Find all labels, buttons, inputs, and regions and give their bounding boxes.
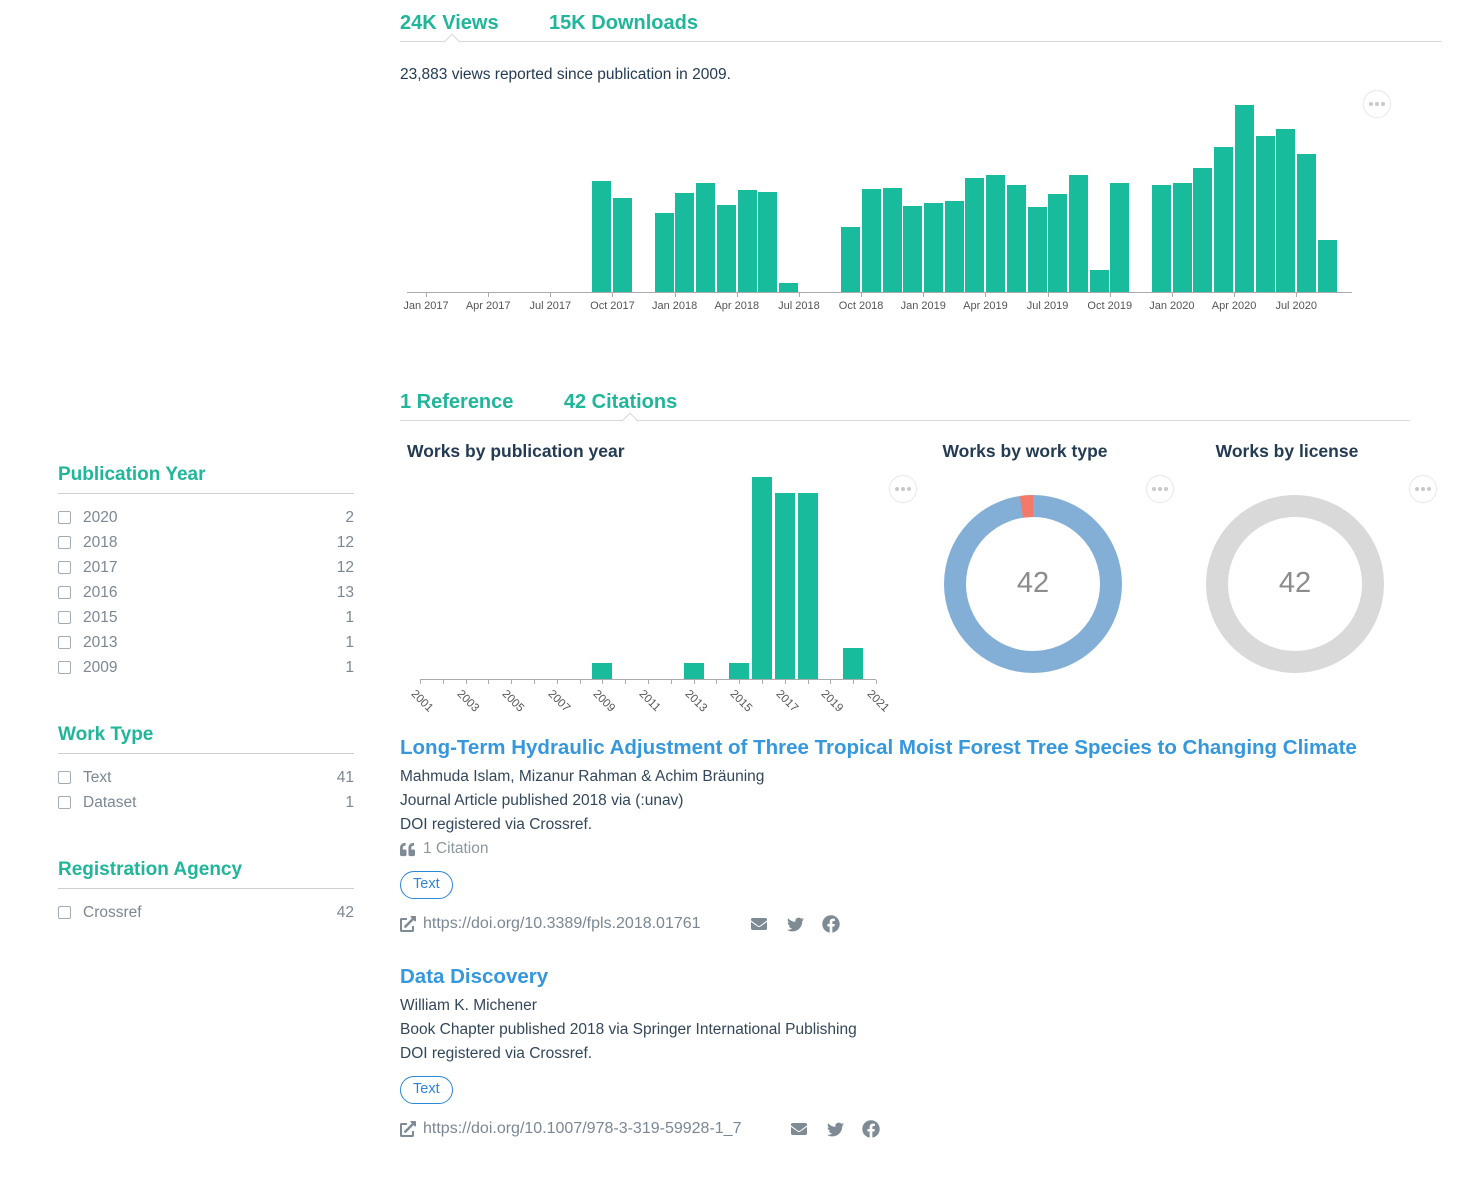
facet-publication-year [58, 464, 354, 680]
facet-count: 41 [336, 769, 354, 786]
work-registration: DOI registered via Crossref. [400, 816, 593, 833]
facets-sidebar [58, 464, 354, 969]
tab-citations[interactable]: 42 Citations [563, 391, 678, 413]
views-bar [675, 193, 694, 292]
views-bar [1152, 185, 1171, 292]
views-axis-tick [1048, 293, 1049, 297]
year-axis-tick [739, 680, 740, 684]
views-axis-tick-label: Oct 2018 [838, 300, 884, 312]
quote-icon [400, 842, 415, 857]
views-bar [1193, 168, 1212, 292]
facet-label: Text [83, 769, 112, 786]
year-axis-tick [488, 680, 489, 684]
facet-option-2020[interactable] [58, 505, 354, 530]
year-axis-tick-label: 2013 [682, 688, 709, 715]
work-authors: William K. Michener [400, 997, 537, 1014]
views-axis-tick [799, 293, 800, 297]
checkbox[interactable] [58, 586, 71, 599]
views-bar-chart [403, 95, 1352, 312]
work-title-link[interactable]: Data Discovery [400, 965, 549, 988]
ellipsis-icon [1369, 102, 1373, 106]
year-axis-tick [853, 680, 854, 684]
views-bar [1048, 194, 1067, 292]
facet-label: 2009 [83, 659, 118, 676]
more-options-button[interactable] [1363, 90, 1391, 118]
views-bar [758, 192, 777, 292]
views-bar [1173, 183, 1192, 292]
facet-title: Publication Year [58, 464, 354, 494]
year-bar [592, 663, 612, 679]
year-axis-tick [671, 680, 672, 684]
views-axis-tick [550, 293, 551, 297]
citation-count: 1 Citation [423, 840, 489, 857]
checkbox[interactable] [58, 536, 71, 549]
views-axis-tick [985, 293, 986, 297]
tab-reference[interactable]: 1 Reference [400, 391, 514, 413]
year-bar [775, 493, 795, 679]
year-axis-tick [602, 680, 603, 684]
checkbox[interactable] [58, 796, 71, 809]
facet-title: Work Type [58, 724, 354, 754]
facet-registration-agency [58, 859, 354, 925]
facet-option-text[interactable] [58, 765, 354, 790]
views-bar [1297, 154, 1316, 292]
facet-count: 1 [345, 634, 354, 651]
views-axis-tick-label: Jul 2019 [1026, 300, 1069, 312]
views-bar [924, 203, 943, 292]
views-bar [862, 189, 881, 292]
views-bar [696, 183, 715, 292]
work-type-chart-title: Works by work type [942, 441, 1108, 461]
year-axis-tick-label: 2003 [454, 688, 481, 715]
views-axis-tick-label: Apr 2019 [963, 300, 1008, 312]
views-bar [986, 175, 1005, 292]
views-axis-tick-label: Apr 2018 [714, 300, 760, 312]
views-bar [1090, 270, 1109, 292]
year-axis-tick [625, 680, 626, 684]
year-axis-tick [580, 680, 581, 684]
views-bar [841, 227, 860, 292]
views-axis-tick [426, 293, 427, 297]
views-axis-tick-label: Oct 2019 [1087, 300, 1133, 312]
twitter-icon[interactable] [786, 916, 805, 933]
views-bar [592, 181, 611, 292]
twitter-icon[interactable] [826, 1121, 845, 1138]
views-bar [738, 190, 757, 292]
checkbox[interactable] [58, 661, 71, 674]
views-bar [1214, 147, 1233, 292]
facet-count: 42 [336, 904, 354, 921]
metrics-tabbar [400, 6, 1442, 42]
year-chart-title: Works by publication year [407, 441, 625, 461]
citation-count-row [400, 837, 1390, 861]
year-axis-tick [808, 680, 809, 684]
year-axis-tick-label: 2019 [818, 688, 846, 715]
views-axis-tick [1296, 293, 1297, 297]
year-axis-tick [511, 680, 512, 684]
facet-label: 2017 [83, 559, 118, 576]
views-bar [1110, 183, 1129, 292]
doi-link[interactable]: https://doi.org/10.1007/978-3-319-59928-1_7 [423, 1120, 742, 1137]
views-summary: 23,883 views reported since publication in 2009. [400, 66, 731, 83]
year-axis-tick-label: 2015 [727, 688, 755, 715]
year-axis-tick-label: 2007 [545, 688, 572, 715]
checkbox[interactable] [58, 771, 71, 784]
facet-work-type [58, 724, 354, 815]
facet-count: 2 [345, 509, 354, 526]
views-bar [1318, 240, 1337, 292]
views-bar [945, 201, 964, 292]
citation-item [400, 960, 1390, 1138]
email-icon[interactable] [789, 1121, 809, 1137]
year-axis-tick [694, 680, 695, 684]
checkbox[interactable] [58, 636, 71, 649]
year-axis-tick [648, 680, 649, 684]
work-type-badge: Text [400, 871, 453, 899]
citations-list [400, 731, 1390, 1165]
facet-option-2009[interactable] [58, 655, 354, 680]
views-axis-tick [737, 293, 738, 297]
views-axis-tick-label: Jul 2020 [1275, 300, 1318, 312]
year-axis-tick [762, 680, 763, 684]
views-bar [1007, 185, 1026, 292]
year-axis-tick [830, 680, 831, 684]
work-authors: Mahmuda Islam, Mizanur Rahman & Achim Bräuning [400, 768, 765, 785]
checkbox[interactable] [58, 611, 71, 624]
views-bar [717, 205, 736, 292]
year-axis-tick [420, 680, 421, 684]
year-axis-tick [876, 680, 877, 684]
facet-count: 13 [336, 584, 354, 601]
views-bar [965, 178, 984, 292]
publication-year-bar-chart [408, 478, 892, 715]
views-axis-tick-label: Jan 2019 [900, 300, 946, 312]
facebook-icon[interactable] [862, 1120, 880, 1138]
views-axis-tick-label: Jan 2020 [1149, 300, 1195, 312]
facet-count: 1 [345, 794, 354, 811]
year-bar [843, 648, 863, 679]
work-type-donut-chart [943, 494, 1123, 674]
views-bar [1028, 207, 1047, 292]
ellipsis-icon [1415, 487, 1419, 491]
facet-label: Dataset [83, 794, 137, 811]
views-axis-tick-label: Jan 2018 [651, 300, 698, 312]
year-bar [798, 493, 818, 679]
ellipsis-icon [895, 487, 899, 491]
tab-downloads[interactable]: 15K Downloads [549, 12, 698, 34]
year-axis-tick [716, 680, 717, 684]
views-axis-tick [675, 293, 676, 297]
year-axis-tick-label: 2017 [773, 688, 800, 715]
facet-option-crossref[interactable] [58, 900, 354, 925]
more-options-button[interactable] [1146, 475, 1174, 503]
facebook-icon[interactable] [822, 915, 840, 933]
license-donut-chart [1205, 494, 1385, 674]
facet-label: 2018 [83, 534, 118, 551]
more-options-button[interactable] [889, 475, 917, 503]
year-axis-tick-label: 2021 [864, 688, 892, 715]
work-title-link[interactable]: Long-Term Hydraulic Adjustment of Three Tropical Moist Forest Tree Species to Changing Climate [400, 736, 1357, 759]
year-axis-tick-label: 2005 [499, 688, 527, 715]
facet-title: Registration Agency [58, 859, 354, 889]
year-bar [752, 477, 772, 679]
views-axis-tick [861, 293, 862, 297]
views-axis-tick [1172, 293, 1173, 297]
facet-label: 2020 [83, 509, 118, 526]
email-icon[interactable] [749, 916, 769, 932]
tab-views[interactable]: 24K Views [400, 12, 499, 34]
license-chart-title: Works by license [1215, 441, 1359, 461]
views-axis-tick-label: Jul 2017 [529, 300, 572, 312]
views-axis-tick [488, 293, 489, 297]
relations-tabbar [400, 385, 1410, 421]
views-axis-tick-label: Jul 2018 [778, 300, 820, 312]
views-bar [903, 206, 922, 292]
views-axis-tick [1234, 293, 1235, 297]
views-axis-tick [612, 293, 613, 297]
external-link-icon [400, 916, 416, 932]
facet-option-2016[interactable] [58, 580, 354, 605]
year-axis-tick [534, 680, 535, 684]
views-axis-tick [923, 293, 924, 297]
checkbox[interactable] [58, 906, 71, 919]
views-bar [613, 198, 632, 292]
year-axis-tick [785, 680, 786, 684]
year-bar [684, 663, 704, 679]
views-axis-tick-label: Oct 2017 [590, 300, 635, 312]
facet-option-dataset[interactable] [58, 790, 354, 815]
views-bar [1256, 136, 1275, 292]
facet-count: 12 [336, 559, 354, 576]
facet-option-2018[interactable] [58, 530, 354, 555]
year-axis-tick [466, 680, 467, 684]
more-options-button[interactable] [1409, 475, 1437, 503]
doi-link[interactable]: https://doi.org/10.3389/fpls.2018.01761 [423, 915, 701, 932]
facet-count: 12 [336, 534, 354, 551]
license-total: 42 [1278, 567, 1312, 599]
year-bar [729, 663, 749, 679]
facet-option-2017[interactable] [58, 555, 354, 580]
checkbox[interactable] [58, 511, 71, 524]
facet-option-2015[interactable] [58, 605, 354, 630]
views-bar [779, 283, 798, 292]
views-bar [1069, 175, 1088, 292]
views-bar [655, 213, 674, 292]
year-axis-tick [557, 680, 558, 684]
ellipsis-icon [1152, 487, 1156, 491]
citation-item [400, 731, 1390, 933]
facet-label: 2015 [83, 609, 118, 626]
facet-label: 2016 [83, 584, 118, 601]
facet-label: 2013 [83, 634, 118, 651]
work-registration: DOI registered via Crossref. [400, 1045, 593, 1062]
year-axis-tick-label: 2009 [590, 688, 618, 715]
facet-option-2013[interactable] [58, 630, 354, 655]
views-axis-tick-label: Jan 2017 [403, 300, 449, 312]
work-type-badge: Text [400, 1076, 453, 1104]
work-meta: Journal Article published 2018 via (:unav) [400, 792, 684, 809]
year-axis-tick [443, 680, 444, 684]
year-axis-tick-label: 2001 [408, 688, 436, 715]
year-axis-tick-label: 2011 [636, 688, 663, 714]
views-axis-tick-label: Apr 2020 [1211, 300, 1257, 312]
checkbox[interactable] [58, 561, 71, 574]
work-type-total: 42 [1016, 567, 1050, 599]
views-bar [1235, 105, 1254, 292]
facet-label: Crossref [83, 904, 142, 921]
facet-count: 1 [345, 609, 354, 626]
external-link-icon [400, 1121, 416, 1137]
facet-count: 1 [345, 659, 354, 676]
views-bar [1276, 129, 1295, 292]
views-axis-tick-label: Apr 2017 [465, 300, 511, 312]
views-axis-tick [1110, 293, 1111, 297]
work-meta: Book Chapter published 2018 via Springer International Publishing [400, 1021, 857, 1038]
views-bar [883, 188, 902, 292]
